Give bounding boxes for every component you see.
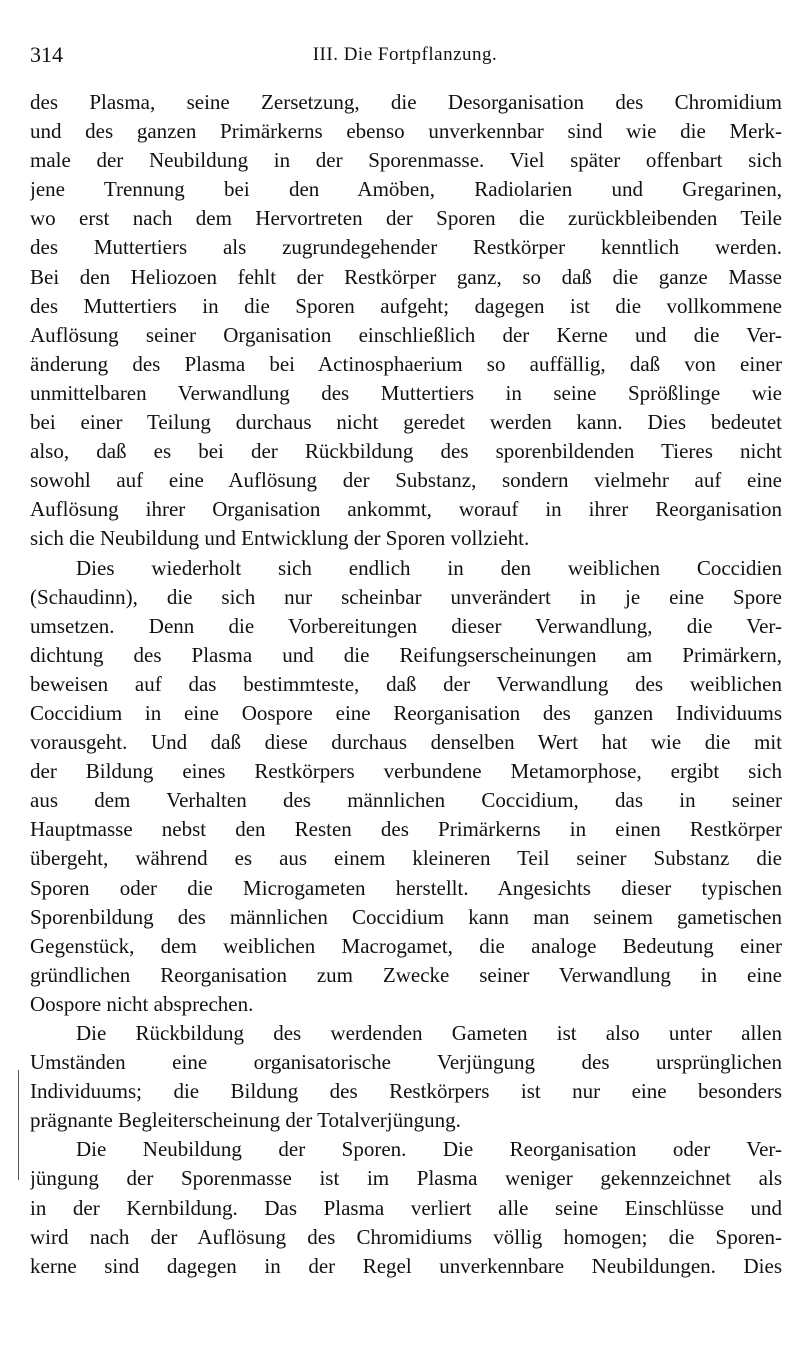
text-line: übergeht, während es aus einem kleineren Teil seiner Substanz die bbox=[30, 846, 782, 871]
text-line: unmittelbaren Verwandlung des Muttertiers in seine Sprößlinge wie bbox=[30, 380, 782, 405]
text-line: Individuums; die Bildung des Restkörpers ist nur eine besonders bbox=[30, 1079, 782, 1104]
margin-mark bbox=[18, 1070, 19, 1180]
page-header bbox=[30, 40, 780, 70]
text-line: bei einer Teilung durchaus nicht geredet werden kann. Dies bedeutet bbox=[30, 410, 782, 435]
text-line: kerne sind dagegen in der Regel unverkennbare Neubildungen. Dies bbox=[30, 1253, 782, 1278]
text-line: wird nach der Auflösung des Chromidiums völlig homogen; die Sporen- bbox=[30, 1224, 782, 1249]
text-line: male der Neubildung in der Sporenmasse. Viel später offenbart sich bbox=[30, 148, 782, 173]
text-line: Sporenbildung des männlichen Coccidium kann man seinem gametischen bbox=[30, 904, 782, 929]
text-line: Bei den Heliozoen fehlt der Restkörper ganz, so daß die ganze Masse bbox=[30, 264, 782, 289]
text-line: des Muttertiers in die Sporen aufgeht; dagegen ist die vollkommene bbox=[30, 293, 782, 318]
text-line: Coccidium in eine Oospore eine Reorganisation des ganzen Individuums bbox=[30, 700, 782, 725]
text-line: (Schaudinn), die sich nur scheinbar unverändert in je eine Spore bbox=[30, 584, 782, 609]
text-line: also, daß es bei der Rückbildung des sporenbildenden Tieres nicht bbox=[30, 439, 782, 464]
text-line: Auflösung ihrer Organisation ankommt, worauf in ihrer Reorganisation bbox=[30, 497, 782, 522]
text-line: Auflösung seiner Organisation einschließlich der Kerne und die Ver- bbox=[30, 322, 782, 347]
text-line: umsetzen. Denn die Vorbereitungen dieser Verwandlung, die Ver- bbox=[30, 613, 782, 638]
text-line: der Bildung eines Restkörpers verbundene Metamorphose, ergibt sich bbox=[30, 759, 782, 784]
text-line: beweisen auf das bestimmteste, daß der Verwandlung des weiblichen bbox=[30, 671, 782, 696]
text-line: sowohl auf eine Auflösung der Substanz, sondern vielmehr auf eine bbox=[30, 468, 782, 493]
text-line: jene Trennung bei den Amöben, Radiolarien und Gregarinen, bbox=[30, 177, 782, 202]
text-line: Gegenstück, dem weiblichen Macrogamet, die analoge Bedeutung einer bbox=[30, 933, 782, 958]
text-line: prägnante Begleiterscheinung der Totalverjüngung. bbox=[30, 1108, 461, 1133]
text-line: änderung des Plasma bei Actinosphaerium so auffällig, daß von einer bbox=[30, 351, 782, 376]
page-number: 314 bbox=[30, 42, 63, 67]
text-line: in der Kernbildung. Das Plasma verliert alle seine Einschlüsse und bbox=[30, 1195, 782, 1220]
text-line: Umständen eine organisatorische Verjüngung des ursprünglichen bbox=[30, 1050, 782, 1075]
text-line: sich die Neubildung und Entwicklung der Sporen vollzieht. bbox=[30, 526, 530, 551]
text-line: des Plasma, seine Zersetzung, die Desorganisation des Chromidium bbox=[30, 90, 782, 114]
text-line: dichtung des Plasma und die Reifungserscheinungen am Primärkern, bbox=[30, 642, 782, 667]
text-line: des Muttertiers als zugrundegehender Restkörper kenntlich werden. bbox=[30, 235, 782, 260]
text-line: Sporen oder die Microgameten herstellt. Angesichts dieser typischen bbox=[30, 875, 782, 900]
text-line: und des ganzen Primärkerns ebenso unverkennbar sind wie die Merk- bbox=[30, 119, 782, 144]
text-line: Die Neubildung der Sporen. Die Reorganisation oder Ver- bbox=[76, 1137, 782, 1162]
body-text bbox=[30, 88, 782, 1281]
text-line: jüngung der Sporenmasse ist im Plasma weniger gekennzeichnet als bbox=[30, 1166, 782, 1191]
running-title: III. Die Fortpflanzung. bbox=[312, 44, 498, 65]
text-line: Die Rückbildung des werdenden Gameten ist also unter allen bbox=[76, 1021, 782, 1045]
text-line: aus dem Verhalten des männlichen Coccidium, das in seiner bbox=[30, 788, 782, 813]
text-line: Hauptmasse nebst den Resten des Primärkerns in einen Restkörper bbox=[30, 817, 782, 842]
text-line: wo erst nach dem Hervortreten der Sporen die zurückbleibenden Teile bbox=[30, 206, 782, 231]
text-line: vorausgeht. Und daß diese durchaus denselben Wert hat wie die mit bbox=[30, 730, 782, 755]
text-line: gründlichen Reorganisation zum Zwecke seiner Verwandlung in eine bbox=[30, 962, 782, 987]
text-line: Dies wiederholt sich endlich in den weiblichen Coccidien bbox=[76, 555, 782, 580]
text-line: Oospore nicht absprechen. bbox=[30, 991, 254, 1016]
